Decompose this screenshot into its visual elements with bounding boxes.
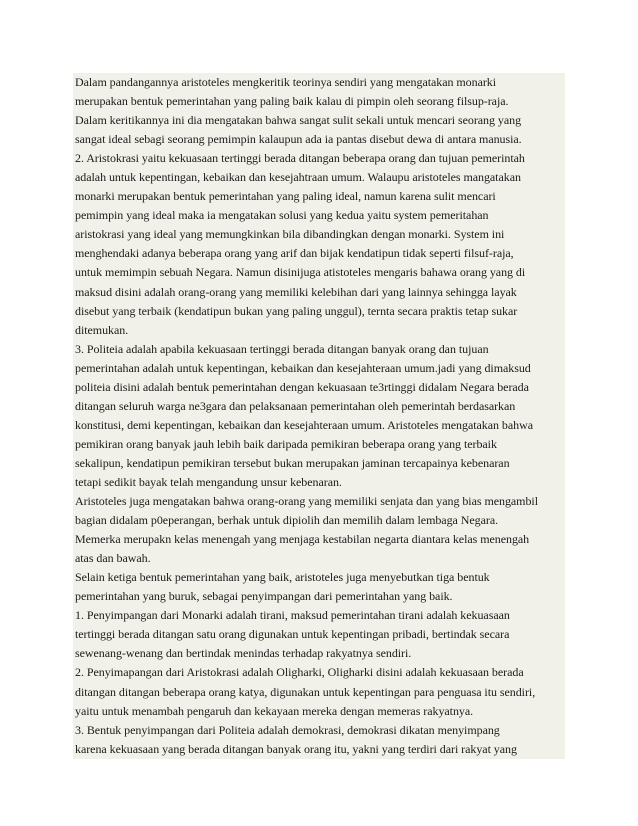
body-text [73,73,565,759]
text-line: sewenang-wenang dan bertindak menindas terhadap rakyatnya sendiri. [73,644,565,663]
text-line: politeia disini adalah bentuk pemerintahan dengan kekuasaan te3rtinggi didalam Negara berada [73,378,565,397]
text-line: yaitu untuk menambah pengaruh dan kekayaan mereka dengan memeras rakyatnya. [73,702,565,721]
text-line: Dalam pandangannya aristoteles mengkeritik teorinya sendiri yang mengatakan monarki [73,73,565,92]
text-line: pemerintahan yang buruk, sebagai penyimpangan dari pemerintahan yang baik. [73,587,565,606]
text-line: sekalipun, kendatipun pemikiran tersebut bukan merupakan jaminan tercapainya kebenaran [73,454,565,473]
text-line: Aristoteles juga mengatakan bahwa orang-orang yang memiliki senjata dan yang bias mengambil [73,492,565,511]
text-line: 3. Bentuk penyimpangan dari Politeia adalah demokrasi, demokrasi dikatan menyimpang [73,721,565,740]
text-line: Dalam keritikannya ini dia mengatakan bahwa sangat sulit sekali untuk mencari seorang yang [73,111,565,130]
text-line: pemerintahan adalah untuk kepentingan, kebaikan dan kesejahteraan umum.jadi yang dimaksud [73,359,565,378]
text-line: 3. Politeia adalah apabila kekuasaan tertinggi berada ditangan banyak orang dan tujuan [73,340,565,359]
text-line: 2. Aristokrasi yaitu kekuasaan tertinggi berada ditangan beberapa orang dan tujuan pemerintah [73,149,565,168]
text-line: pemimpin yang ideal maka ia mengatakan solusi yang kedua yaitu system pemeritahan [73,206,565,225]
text-line: 1. Penyimpangan dari Monarki adalah tirani, maksud pemerintahan tirani adalah kekuasaan [73,606,565,625]
text-line: tetapi sedikit bayak telah mengandung unsur kebenaran. [73,473,565,492]
text-line: konstitusi, demi kepentingan, kebaikan dan kesejahteraan umum. Aristoteles mengatakan bahwa [73,416,565,435]
text-line: disebut yang terbaik (kendatipun bukan yang paling unggul), ternta secara praktis tetap sukar [73,302,565,321]
text-line: maksud disini adalah orang-orang yang memiliki kelebihan dari yang lainnya sehingga layak [73,283,565,302]
text-line: Selain ketiga bentuk pemerintahan yang baik, aristoteles juga menyebutkan tiga bentuk [73,568,565,587]
text-line: 2. Penyimapangan dari Aristokrasi adalah Oligharki, Oligharki disini adalah kekuasaan berada [73,663,565,682]
text-line: menghendaki adanya beberapa orang yang arif dan bijak kendatipun tidak seperti filsuf-raja, [73,244,565,263]
text-line: atas dan bawah. [73,549,565,568]
text-line: sangat ideal sebagi seorang pemimpin kalaupun ada ia pantas disebut dewa di antara manusia. [73,130,565,149]
text-line: karena kekuasaan yang berada ditangan banyak orang itu, yakni yang terdiri dari rakyat yang [73,740,565,759]
text-line: ditemukan. [73,321,565,340]
text-line: tertinggi berada ditangan satu orang digunakan untuk kepentingan pribadi, bertindak secara [73,625,565,644]
text-line: adalah untuk kepentingan, kebaikan dan kesejahtraan umum. Walaupu aristoteles mangatakan [73,168,565,187]
text-line: monarki merupakan bentuk pemerintahan yang paling ideal, namun karena sulit mencari [73,187,565,206]
text-line: bagian didalam p0eperangan, berhak untuk dipiolih dan memilih dalam lembaga Negara. [73,511,565,530]
text-line: ditangan seluruh warga ne3gara dan pelaksanaan pemerintahan oleh pemerintah berdasarkan [73,397,565,416]
text-line: aristokrasi yang ideal yang memungkinkan bila dibandingkan dengan monarki. System ini [73,225,565,244]
text-line: untuk memimpin sebuah Negara. Namun disinijuga atistoteles mengaris bahawa orang yang di [73,263,565,282]
text-line: Memerka merupakn kelas menengah yang menjaga kestabilan negarta diantara kelas menengah [73,530,565,549]
text-line: pemikiran orang banyak jauh lebih baik daripada pemikiran beberapa orang yang terbaik [73,435,565,454]
text-line: merupakan bentuk pemerintahan yang paling baik kalau di pimpin oleh seorang filsup-raja. [73,92,565,111]
text-line: ditangan ditangan beberapa orang katya, digunakan untuk kepentingan para penguasa itu sendiri, [73,683,565,702]
